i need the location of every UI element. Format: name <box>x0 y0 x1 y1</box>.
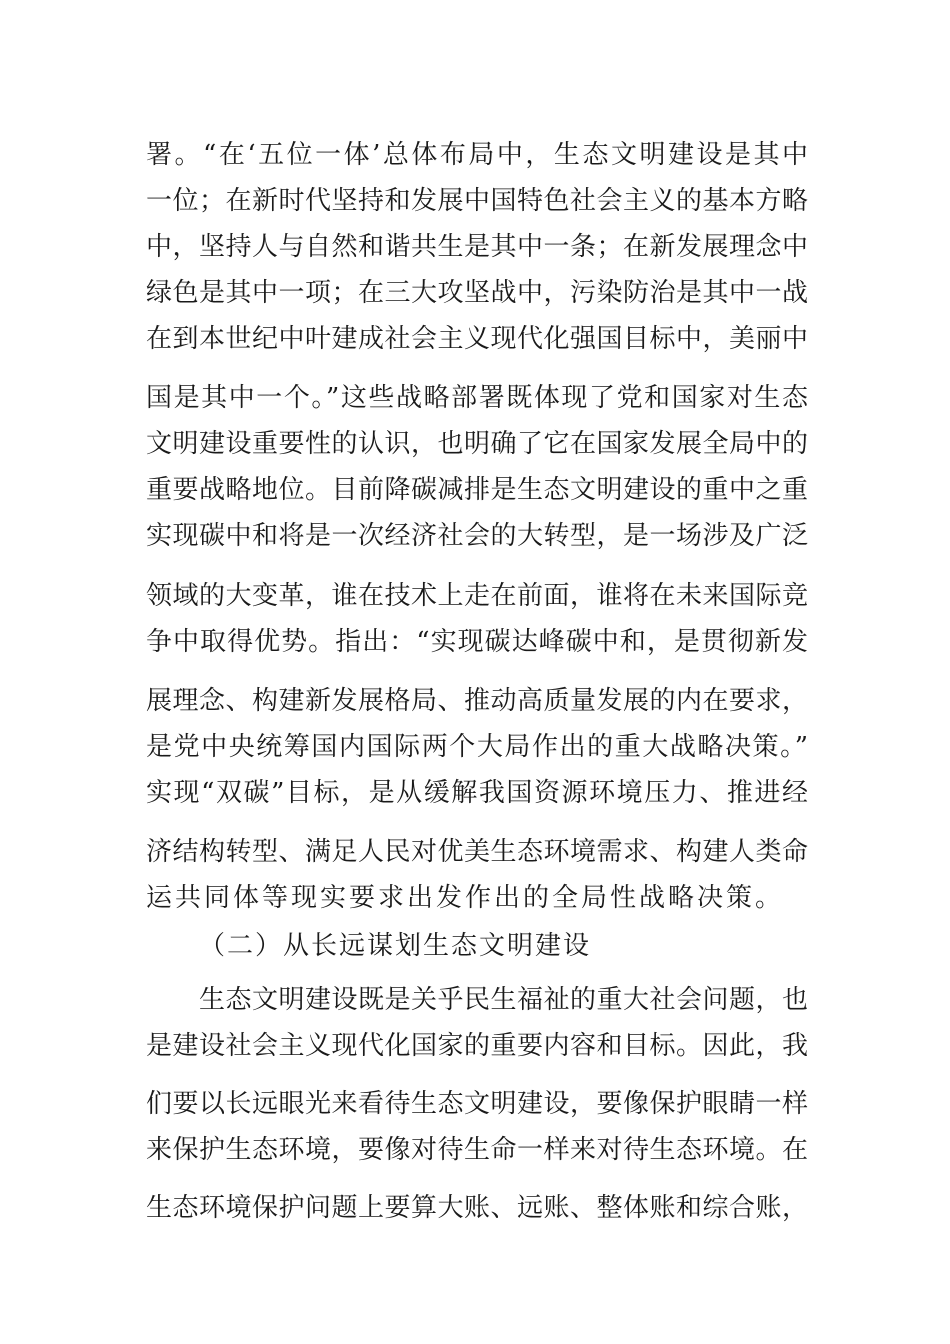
text-line: 生态环境保护问题上要算大账、远账、整体账和综合账， <box>146 1193 808 1223</box>
section-heading: （二）从长远谋划生态文明建设 <box>199 931 592 961</box>
text-line: 运共同体等现实要求出发作出的全局性战略决策。 <box>146 883 785 913</box>
text-line: 生态文明建设既是关乎民生福祉的重大社会问题，也 <box>199 985 808 1015</box>
text-line: 领域的大变革，谁在技术上走在前面，谁将在未来国际竞 <box>146 581 808 611</box>
text-line: 是党中央统筹国内国际两个大局作出的重大战略决策。” <box>146 732 808 762</box>
text-line: 绿色是其中一项；在三大攻坚战中，污染防治是其中一战 <box>146 278 808 308</box>
text-line: 们要以长远眼光来看待生态文明建设，要像保护眼睛一样 <box>146 1089 808 1119</box>
text-line: 展理念、构建新发展格局、推动高质量发展的内在要求， <box>146 686 808 716</box>
text-line: 国是其中一个。”这些战略部署既体现了党和国家对生态 <box>146 383 808 413</box>
text-line: 争中取得优势。指出：“实现碳达峰碳中和，是贯彻新发 <box>146 627 808 657</box>
text-line: 实现碳中和将是一次经济社会的大转型，是一场涉及广泛 <box>146 521 808 551</box>
text-line: 实现“双碳”目标，是从缓解我国资源环境压力、推进经 <box>146 778 808 808</box>
text-line: 中，坚持人与自然和谐共生是其中一条；在新发展理念中 <box>146 232 808 262</box>
text-line: 一位；在新时代坚持和发展中国特色社会主义的基本方略 <box>146 186 808 216</box>
text-line: 在到本世纪中叶建成社会主义现代化强国目标中，美丽中 <box>146 324 808 354</box>
text-line: 是建设社会主义现代化国家的重要内容和目标。因此，我 <box>146 1031 808 1061</box>
text-line: 重要战略地位。目前降碳减排是生态文明建设的重中之重 <box>146 475 808 505</box>
text-line: 文明建设重要性的认识，也明确了它在国家发展全局中的 <box>146 429 808 459</box>
text-line: 济结构转型、满足人民对优美生态环境需求、构建人类命 <box>146 837 808 867</box>
text-line: 署。“在‘五位一体’总体布局中，生态文明建设是其中 <box>146 140 808 170</box>
text-line: 来保护生态环境，要像对待生命一样来对待生态环境。在 <box>146 1135 808 1165</box>
